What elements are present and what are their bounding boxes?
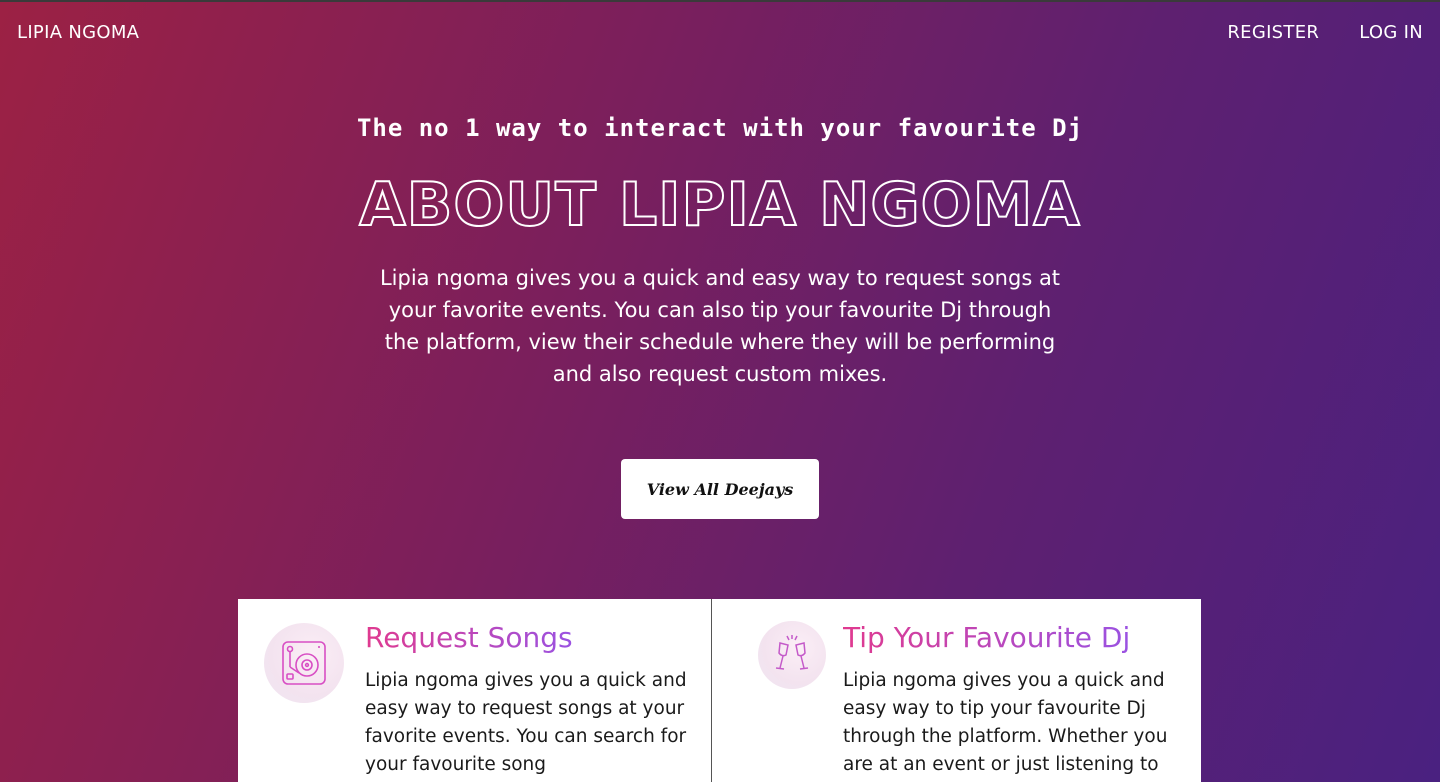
view-all-deejays-button[interactable]: View All Deejays (621, 459, 819, 519)
feature-text: Lipia ngoma gives you a quick and easy way to request songs at your favorite events. You can search for your favourite song (365, 670, 687, 775)
hero-tagline: The no 1 way to interact with your favourite Dj (356, 114, 1084, 142)
feature-title: Tip Your Favourite Dj (843, 621, 1131, 654)
feature-title: Request Songs (365, 621, 573, 654)
brand-logo-text[interactable]: LIPIA NGOMA (17, 22, 140, 43)
features-section (238, 599, 1201, 782)
turntable-icon (264, 623, 344, 703)
feature-card-request-songs (238, 599, 711, 782)
hero-title: ABOUT LIPIA NGOMA (359, 170, 1081, 240)
nav-links (1227, 22, 1423, 43)
register-link[interactable]: REGISTER (1227, 22, 1320, 43)
feature-card-tip-dj (711, 599, 1201, 782)
feature-text: Lipia ngoma gives you a quick and easy way to tip your favourite Dj through the platform. Whether you are at an event or just listening to (843, 670, 1168, 775)
hero-description: Lipia ngoma gives you a quick and easy way to request songs at your favorite events. You can also tip your favourite Dj through the platform, view their schedule where they will be performing and also request custom mixes. (379, 266, 1061, 386)
navbar (0, 2, 1440, 62)
champagne-toast-icon (758, 621, 826, 689)
login-link[interactable]: LOG IN (1359, 22, 1423, 43)
